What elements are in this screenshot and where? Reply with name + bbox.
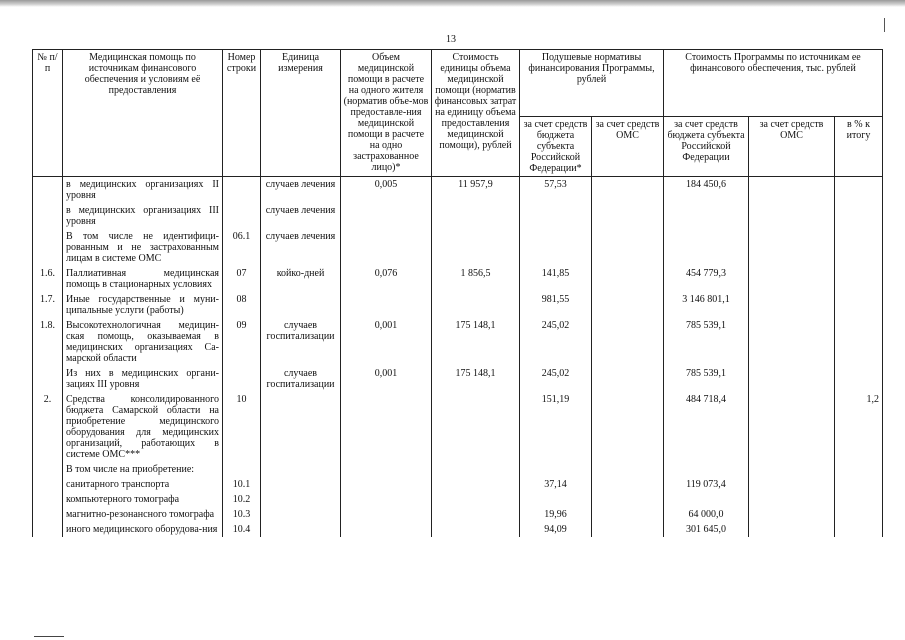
cell-num (33, 177, 63, 204)
cell-pg-oms (749, 203, 835, 229)
cell-pg-budget: 184 450,6 (664, 177, 749, 204)
header-care: Медицинская помощь по источникам финансового обеспечения и условиям её предоставления (63, 50, 223, 177)
cell-care: Средства консолидированного бюджета Самарской области на приобретение медицинского оборудования для медицинских организаций, работающих в системе ОМС*** (63, 392, 223, 462)
cell-pc-oms (592, 266, 664, 292)
scan-mark (884, 18, 885, 32)
footnote-rule (34, 636, 64, 637)
cell-pc-budget (520, 492, 592, 507)
cell-num: 1.8. (33, 318, 63, 366)
cell-pc-oms (592, 462, 664, 477)
cell-pc-oms (592, 177, 664, 204)
cell-care: В том числе не идентифици-рованным и не застрахованным лицам в системе ОМС (63, 229, 223, 266)
cell-pc-oms (592, 522, 664, 538)
cell-cost (432, 522, 520, 538)
cell-care: магнитно-резонансного томографа (63, 507, 223, 522)
cell-volume: 0,001 (341, 366, 432, 392)
cell-unit: случаев лечения (261, 177, 341, 204)
cell-pg-oms (749, 229, 835, 266)
cell-pg-oms (749, 177, 835, 204)
scan-edge-shadow (0, 0, 905, 7)
cell-row: 10.4 (223, 522, 261, 538)
cell-unit: койко-дней (261, 266, 341, 292)
cell-pg-budget: 484 718,4 (664, 392, 749, 462)
cell-unit (261, 492, 341, 507)
cell-volume: 0,005 (341, 177, 432, 204)
cell-num (33, 477, 63, 492)
program-cost-table (32, 49, 883, 538)
cell-cost (432, 507, 520, 522)
cell-pg-budget: 3 146 801,1 (664, 292, 749, 318)
cell-row: 07 (223, 266, 261, 292)
cell-pg-oms (749, 318, 835, 366)
cell-num: 2. (33, 392, 63, 462)
cell-pg-oms (749, 292, 835, 318)
header-num: № п/п (33, 50, 63, 177)
cell-pc-budget (520, 229, 592, 266)
cell-pg-oms (749, 462, 835, 477)
cell-care: компьютерного томографа (63, 492, 223, 507)
cell-pg-oms (749, 366, 835, 392)
cell-care: В том числе на приобретение: (63, 462, 223, 477)
cell-volume (341, 477, 432, 492)
cell-cost (432, 492, 520, 507)
cell-cost (432, 392, 520, 462)
cell-pg-pct (835, 462, 883, 477)
cell-cost (432, 203, 520, 229)
cell-volume (341, 507, 432, 522)
cell-num: 1.6. (33, 266, 63, 292)
cell-unit (261, 477, 341, 492)
cell-pg-pct (835, 492, 883, 507)
cell-row (223, 177, 261, 204)
cell-volume (341, 203, 432, 229)
cell-pg-budget: 64 000,0 (664, 507, 749, 522)
cell-row: 09 (223, 318, 261, 366)
cell-pg-pct (835, 266, 883, 292)
cell-pg-oms (749, 492, 835, 507)
cell-volume: 0,001 (341, 318, 432, 366)
cell-pg-pct (835, 292, 883, 318)
header-unit: Единица измерения (261, 50, 341, 177)
header-program-cost-group: Стоимость Программы по источникам ее финансового обеспечения, тыс. рублей (664, 50, 883, 117)
cell-pg-pct (835, 477, 883, 492)
cell-volume (341, 392, 432, 462)
cell-cost (432, 292, 520, 318)
table-row (33, 522, 883, 538)
cell-pc-budget: 245,02 (520, 366, 592, 392)
table-row (33, 507, 883, 522)
cell-cost (432, 477, 520, 492)
cell-pc-oms (592, 507, 664, 522)
cell-pg-budget (664, 492, 749, 507)
cell-pg-pct (835, 318, 883, 366)
cell-unit: случаев лечения (261, 203, 341, 229)
cell-num (33, 229, 63, 266)
cell-pg-oms (749, 266, 835, 292)
header-row-number: Номер строки (223, 50, 261, 177)
table-row (33, 366, 883, 392)
cell-pc-budget: 19,96 (520, 507, 592, 522)
cell-pg-pct (835, 229, 883, 266)
header-volume: Объем медицинской помощи в расчете на одного жителя (норматив объе-мов предоставле-ния медицинской помощи в расчете на одно застрахованное лицо)* (341, 50, 432, 177)
header-program-budget: за счет средств бюджета субъекта Российской Федерации (664, 117, 749, 177)
cell-pg-pct (835, 203, 883, 229)
header-per-capita-budget: за счет средств бюджета субъекта Российской Федерации* (520, 117, 592, 177)
cell-volume: 0,076 (341, 266, 432, 292)
cell-num (33, 366, 63, 392)
table-row (33, 292, 883, 318)
cell-cost: 175 148,1 (432, 318, 520, 366)
cell-unit (261, 462, 341, 477)
cell-pc-budget: 981,55 (520, 292, 592, 318)
header-per-capita-group: Подушевые нормативы финансирования Программы, рублей (520, 50, 664, 117)
table-row (33, 492, 883, 507)
cell-pg-pct: 1,2 (835, 392, 883, 462)
cell-pg-oms (749, 507, 835, 522)
cell-row: 10.2 (223, 492, 261, 507)
cell-pc-oms (592, 292, 664, 318)
cell-pg-budget (664, 203, 749, 229)
cell-num (33, 522, 63, 538)
table-row (33, 477, 883, 492)
cell-row: 08 (223, 292, 261, 318)
cell-pc-budget: 151,19 (520, 392, 592, 462)
table-row (33, 266, 883, 292)
cell-pc-budget: 141,85 (520, 266, 592, 292)
cell-pg-budget: 785 539,1 (664, 366, 749, 392)
cell-pg-budget: 454 779,3 (664, 266, 749, 292)
cell-pc-oms (592, 229, 664, 266)
cell-volume (341, 522, 432, 538)
cell-pc-budget: 94,09 (520, 522, 592, 538)
table-row (33, 203, 883, 229)
cell-pc-oms (592, 492, 664, 507)
cell-unit (261, 522, 341, 538)
table-row (33, 392, 883, 462)
cell-pg-budget: 301 645,0 (664, 522, 749, 538)
cell-care: Из них в медицинских органи-зациях III уровня (63, 366, 223, 392)
cell-volume (341, 229, 432, 266)
header-cost: Стоимость единицы объема медицинской помощи (норматив финансовых затрат на единицу объема предоставления медицинской помощи), рублей (432, 50, 520, 177)
cell-pg-pct (835, 177, 883, 204)
cell-volume (341, 492, 432, 507)
cell-cost: 175 148,1 (432, 366, 520, 392)
cell-care: санитарного транспорта (63, 477, 223, 492)
cell-pc-oms (592, 366, 664, 392)
cell-care: иного медицинского оборудова-ния (63, 522, 223, 538)
cell-row: 10.1 (223, 477, 261, 492)
cell-num (33, 462, 63, 477)
cell-row: 10.3 (223, 507, 261, 522)
table-row (33, 177, 883, 204)
cell-num (33, 492, 63, 507)
cell-pg-pct (835, 522, 883, 538)
cell-pc-budget: 57,53 (520, 177, 592, 204)
page-number: 13 (446, 34, 456, 45)
cell-pc-budget (520, 203, 592, 229)
cell-row (223, 203, 261, 229)
cell-pc-oms (592, 477, 664, 492)
cell-cost (432, 462, 520, 477)
header-program-oms: за счет средств ОМС (749, 117, 835, 177)
cell-row: 06.1 (223, 229, 261, 266)
cell-pg-oms (749, 392, 835, 462)
cell-unit: случаев лечения (261, 229, 341, 266)
cell-unit: случаев госпитализации (261, 318, 341, 366)
cell-pc-oms (592, 392, 664, 462)
table-row (33, 229, 883, 266)
cell-unit (261, 507, 341, 522)
cell-cost: 11 957,9 (432, 177, 520, 204)
cell-volume (341, 292, 432, 318)
header-program-percent: в % к итогу (835, 117, 883, 177)
header-per-capita-oms: за счет средств ОМС (592, 117, 664, 177)
cell-care: Высокотехнологичная медицин-ская помощь, оказываемая в медицинских организациях Са-марской области (63, 318, 223, 366)
cell-care: Иные государственные и муни-ципальные услуги (работы) (63, 292, 223, 318)
cell-pg-oms (749, 522, 835, 538)
cell-pc-oms (592, 203, 664, 229)
cell-cost (432, 229, 520, 266)
cell-unit: случаев госпитализации (261, 366, 341, 392)
cell-row (223, 366, 261, 392)
table-row (33, 462, 883, 477)
cell-care: в медицинских организациях III уровня (63, 203, 223, 229)
cell-num (33, 507, 63, 522)
cell-unit (261, 292, 341, 318)
cell-unit (261, 392, 341, 462)
cell-volume (341, 462, 432, 477)
cell-pc-budget: 37,14 (520, 477, 592, 492)
cell-pg-pct (835, 507, 883, 522)
cell-pg-oms (749, 477, 835, 492)
cell-pg-budget (664, 229, 749, 266)
cell-pg-budget (664, 462, 749, 477)
table-row (33, 318, 883, 366)
cell-pg-pct (835, 366, 883, 392)
cell-num (33, 203, 63, 229)
cell-care: Паллиативная медицинская помощь в стационарных условиях (63, 266, 223, 292)
cell-cost: 1 856,5 (432, 266, 520, 292)
cell-pc-budget (520, 462, 592, 477)
cell-pc-oms (592, 318, 664, 366)
cell-num: 1.7. (33, 292, 63, 318)
cell-row: 10 (223, 392, 261, 462)
cell-care: в медицинских организациях II уровня (63, 177, 223, 204)
cell-pg-budget: 785 539,1 (664, 318, 749, 366)
cell-row (223, 462, 261, 477)
cell-pg-budget: 119 073,4 (664, 477, 749, 492)
cell-pc-budget: 245,02 (520, 318, 592, 366)
